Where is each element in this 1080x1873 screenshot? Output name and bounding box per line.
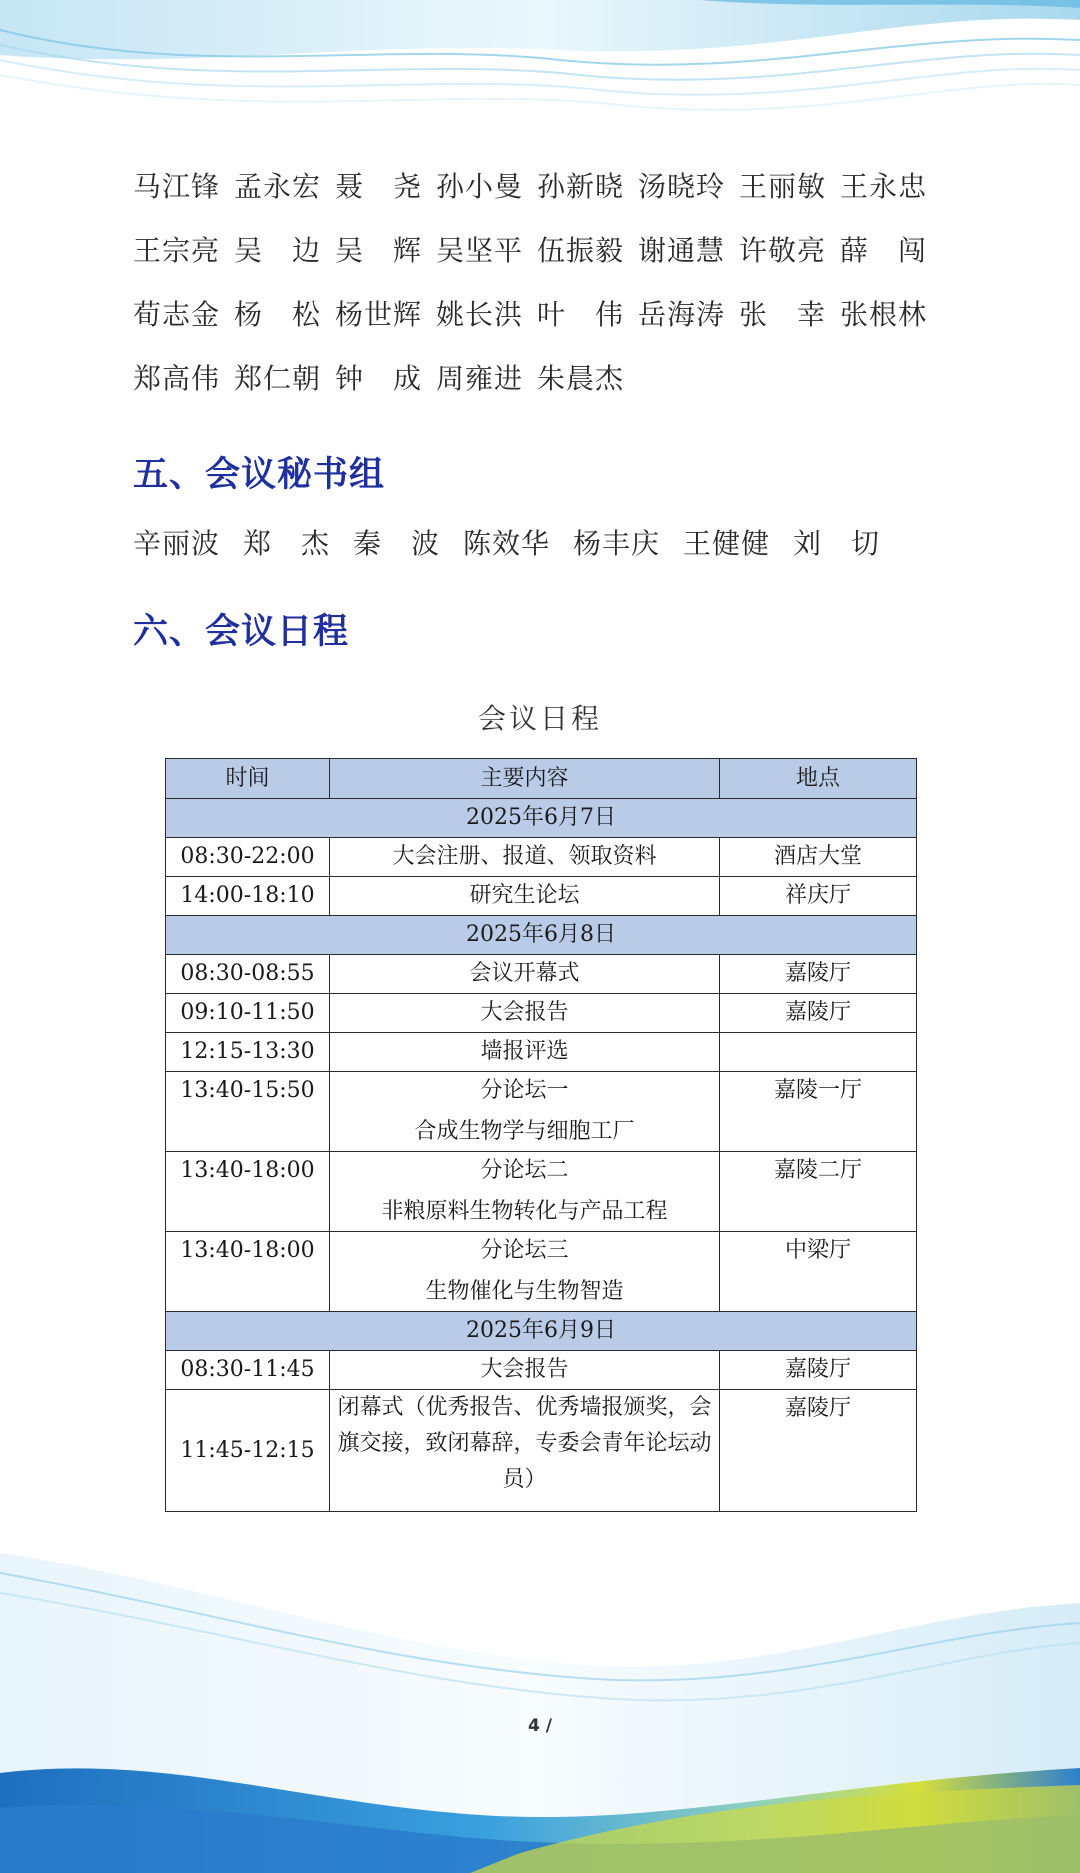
member-name: 马江锋 (133, 170, 221, 203)
forum-name: 分论坛一 (480, 1078, 569, 1103)
member-name: 郑 杰 (243, 527, 331, 560)
member-name: 王健健 (683, 527, 771, 560)
table-header-row (166, 759, 917, 799)
member-name: 岳海涛 (638, 298, 726, 331)
table-row (166, 877, 917, 916)
forum-topic: 合成生物学与细胞工厂 (414, 1119, 635, 1144)
member-name: 郑仁朝 (234, 362, 322, 395)
member-name: 吴坚平 (436, 234, 524, 267)
column-header-location: 地点 (720, 759, 917, 799)
location-cell: 中梁厅 (720, 1232, 917, 1312)
content-cell: 大会报告 (330, 1351, 720, 1390)
time-cell: 13:40-18:00 (166, 1232, 330, 1312)
forum-topic: 生物催化与生物智造 (425, 1279, 624, 1304)
member-name: 孙新晓 (537, 170, 625, 203)
time-cell: 08:30-08:55 (166, 955, 330, 994)
table-row (166, 838, 917, 877)
location-cell: 嘉陵厅 (720, 955, 917, 994)
content-cell: 研究生论坛 (330, 877, 720, 916)
member-name: 汤晓玲 (638, 170, 726, 203)
location-cell (720, 1033, 917, 1072)
committee-name-list (133, 165, 941, 421)
table-row (166, 955, 917, 994)
table-row (166, 1232, 917, 1312)
table-row (166, 994, 917, 1033)
time-cell: 09:10-11:50 (166, 994, 330, 1033)
member-name: 陈效华 (463, 527, 551, 560)
time-cell: 08:30-11:45 (166, 1351, 330, 1390)
time-cell: 14:00-18:10 (166, 877, 330, 916)
column-header-content: 主要内容 (330, 759, 720, 799)
member-name: 秦 波 (353, 527, 441, 560)
name-row (133, 357, 941, 421)
time-cell: 13:40-15:50 (166, 1072, 330, 1152)
location-cell: 嘉陵一厅 (720, 1072, 917, 1152)
member-name: 荀志金 (133, 298, 221, 331)
schedule-table-title: 会议日程 (477, 702, 602, 735)
table-row (166, 1152, 917, 1232)
time-cell: 12:15-13:30 (166, 1033, 330, 1072)
member-name: 姚长洪 (436, 298, 524, 331)
location-cell: 祥庆厅 (720, 877, 917, 916)
content-cell (330, 1232, 720, 1312)
section-heading-secretariat: 五、会议秘书组 (133, 455, 386, 495)
top-wave-decoration (0, 0, 1080, 130)
table-row (166, 1072, 917, 1152)
name-row (133, 165, 941, 229)
member-name: 杨世辉 (335, 298, 423, 331)
member-name: 吴 边 (234, 234, 322, 267)
time-cell: 08:30-22:00 (166, 838, 330, 877)
member-name: 辛丽波 (133, 527, 221, 560)
date-cell: 2025年6月8日 (166, 916, 917, 955)
location-cell: 嘉陵厅 (720, 994, 917, 1033)
member-name: 杨 松 (234, 298, 322, 331)
content-cell: 墙报评选 (330, 1033, 720, 1072)
secretariat-name-list (133, 522, 903, 562)
location-cell: 嘉陵厅 (720, 1351, 917, 1390)
member-name: 郑高伟 (133, 362, 221, 395)
member-name: 伍振毅 (537, 234, 625, 267)
member-name: 杨丰庆 (573, 527, 661, 560)
location-cell: 嘉陵厅 (720, 1390, 917, 1512)
member-name: 孟永宏 (234, 170, 322, 203)
date-row (166, 799, 917, 838)
date-cell: 2025年6月9日 (166, 1312, 917, 1351)
member-name: 刘 切 (793, 527, 881, 560)
member-name: 张 幸 (739, 298, 827, 331)
member-name: 叶 伟 (537, 298, 625, 331)
member-name: 许敬亮 (739, 234, 827, 267)
member-name: 薛 闯 (840, 234, 928, 267)
schedule-table (165, 758, 917, 1512)
table-row (166, 1390, 917, 1512)
forum-topic: 非粮原料生物转化与产品工程 (381, 1199, 668, 1224)
location-cell: 嘉陵二厅 (720, 1152, 917, 1232)
member-name: 钟 成 (335, 362, 423, 395)
member-name: 王宗亮 (133, 234, 221, 267)
content-cell: 闭幕式（优秀报告、优秀墙报颁奖，会旗交接，致闭幕辞，专委会青年论坛动员） (330, 1390, 720, 1512)
member-name: 朱晨杰 (537, 362, 625, 395)
date-row (166, 916, 917, 955)
date-cell: 2025年6月7日 (166, 799, 917, 838)
member-name: 周雍进 (436, 362, 524, 395)
member-name: 吴 辉 (335, 234, 423, 267)
content-cell: 会议开幕式 (330, 955, 720, 994)
content-cell: 大会报告 (330, 994, 720, 1033)
time-cell: 13:40-18:00 (166, 1152, 330, 1232)
bottom-wave-decoration (0, 1553, 1080, 1873)
forum-name: 分论坛二 (480, 1158, 569, 1183)
location-cell: 酒店大堂 (720, 838, 917, 877)
table-row (166, 1033, 917, 1072)
content-cell: 大会注册、报道、领取资料 (330, 838, 720, 877)
name-row (133, 229, 941, 293)
member-name: 聂 尧 (335, 170, 423, 203)
name-row (133, 293, 941, 357)
section-heading-schedule: 六、会议日程 (133, 612, 350, 652)
member-name: 谢通慧 (638, 234, 726, 267)
column-header-time: 时间 (166, 759, 330, 799)
member-name: 王永忠 (840, 170, 928, 203)
forum-name: 分论坛三 (480, 1238, 569, 1263)
member-name: 孙小曼 (436, 170, 524, 203)
date-row (166, 1312, 917, 1351)
member-name: 张根林 (840, 298, 928, 331)
table-row (166, 1351, 917, 1390)
content-cell (330, 1072, 720, 1152)
member-name: 王丽敏 (739, 170, 827, 203)
page-number: 4 / (528, 1716, 552, 1736)
time-cell: 11:45-12:15 (166, 1390, 330, 1512)
content-cell (330, 1152, 720, 1232)
